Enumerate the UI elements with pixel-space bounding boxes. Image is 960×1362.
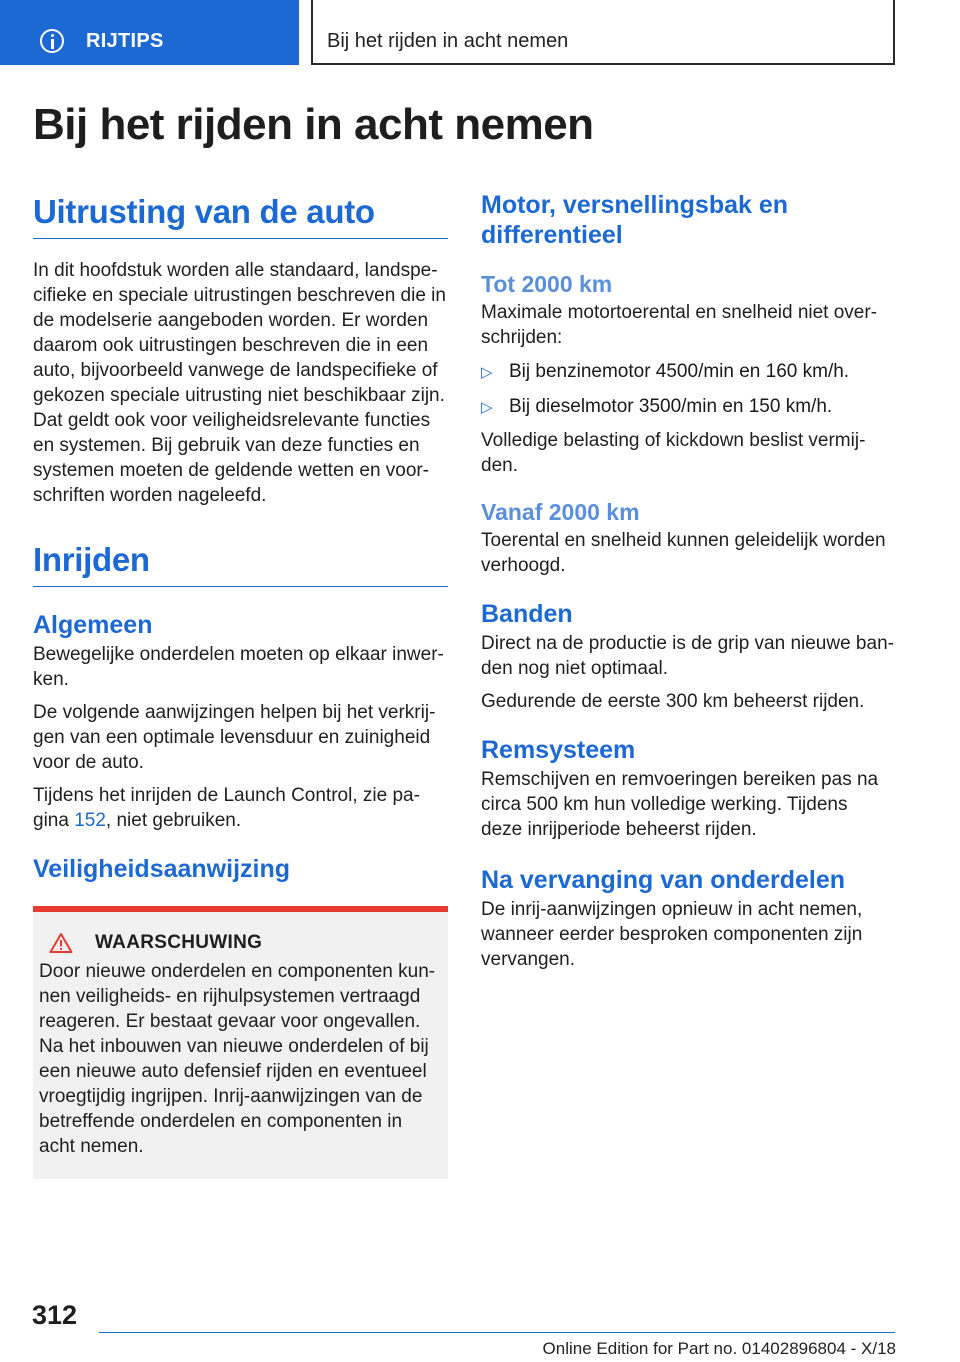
paragraph-vervanging: De inrij-aanwijzingen opnieuw in acht nemen, wanneer eerder besproken componenten zijn vervangen. — [481, 899, 863, 970]
triangle-bullet-icon: ▷ — [481, 399, 493, 416]
paragraph-algemeen-2: De volgende aanwijzingen helpen bij het verkrij- gen van een optimale levensduur en zuinigheid voor de auto. — [33, 702, 436, 773]
paragraph-vanaf-2000: Toerental en snelheid kunnen geleidelijk worden verhoogd. — [481, 530, 886, 576]
heading-vervanging: Na vervanging van onderdelen — [481, 866, 845, 894]
section-tab[interactable] — [0, 0, 299, 65]
list-item-text: Bij benzinemotor 4500/min en 160 km/h. — [509, 361, 850, 382]
page-number: 312 — [32, 1300, 78, 1330]
left-column — [33, 192, 448, 1179]
warning-title: WAARSCHUWING — [95, 932, 263, 953]
footer-edition: Online Edition for Part no. 01402896804 - X/18 — [542, 1339, 896, 1358]
list-item — [481, 394, 895, 420]
warning-header — [49, 932, 440, 954]
info-icon — [40, 29, 64, 53]
heading-uitrusting: Uitrusting van de auto — [33, 192, 448, 239]
page-title: Bij het rijden in acht nemen — [33, 100, 594, 149]
footer-divider — [99, 1332, 895, 1333]
breadcrumb-text: Bij het rijden in acht nemen — [327, 30, 569, 52]
list-item — [481, 359, 895, 385]
breadcrumb — [311, 0, 895, 65]
page-link-152[interactable]: 152 — [74, 810, 106, 831]
paragraph-kickdown: Volledige belasting of kickdown beslist vermij- den. — [481, 430, 866, 476]
paragraph-tot-2000: Maximale motortoerental en snelheid niet over- schrijden: — [481, 302, 878, 348]
right-column — [481, 190, 895, 972]
paragraph-text: , niet gebruiken. — [105, 810, 242, 831]
warning-text: Door nieuwe onderdelen en componenten kun- nen veiligheids- en rijhulpsystemen vertraagd reageren. Er bestaat gevaar voor ongevallen. Na het inbouwen van nieuwe onderdelen of bij een nieuwe auto defensief rijden en eventueel vroegtijdig ingrijpen. Inrij-aanwijzingen van de betreffende onderdelen en componenten in acht nemen. — [39, 961, 436, 1157]
section-label: RIJTIPS — [86, 30, 164, 52]
warning-box — [33, 906, 448, 1179]
paragraph-uitrusting: In dit hoofdstuk worden alle standaard, landspe- cifieke en speciale uitrustingen beschreven die in de modelserie aangeboden worden. Er worden daarom ook uitrustingen beschreven die in een auto, bijvoorbeeld vanwege de landspecifieke of gekozen speciale uitrusting niet beschikbaar zijn. Dat geldt ook voor veiligheidsrelevante functies en systemen. Bij gebruik van deze functies en systemen moeten de geldende wetten en voor- schriften worden nageleefd. — [33, 260, 446, 506]
heading-algemeen: Algemeen — [33, 611, 153, 639]
triangle-bullet-icon: ▷ — [481, 364, 493, 381]
paragraph-remsysteem: Remschijven en remvoeringen bereiken pas na circa 500 km hun volledige werking. Tijdens deze inrijperiode beheerst rijden. — [481, 769, 879, 840]
page-header — [0, 0, 960, 66]
paragraph-banden-2: Gedurende de eerste 300 km beheerst rijden. — [481, 691, 865, 712]
heading-veiligheid: Veiligheidsaanwijzing — [33, 855, 291, 883]
paragraph-text: Tijdens het inrijden de Launch Control, zie pa- gina — [33, 785, 420, 831]
list-item-text: Bij dieselmotor 3500/min en 150 km/h. — [509, 396, 833, 417]
heading-inrijden: Inrijden — [33, 540, 448, 587]
paragraph-algemeen-1: Bewegelijke onderdelen moeten op elkaar inwer- ken. — [33, 644, 444, 690]
heading-remsysteem: Remsysteem — [481, 736, 636, 764]
heading-tot-2000-km: Tot 2000 km — [481, 271, 613, 297]
warning-triangle-icon — [49, 932, 73, 954]
heading-banden: Banden — [481, 600, 573, 628]
paragraph-banden-1: Direct na de productie is de grip van nieuwe ban- den nog niet optimaal. — [481, 633, 894, 679]
heading-motor: Motor, versnellingsbak en differentieel — [481, 191, 789, 249]
heading-vanaf-2000-km: Vanaf 2000 km — [481, 499, 640, 525]
paragraph-algemeen-3 — [33, 783, 448, 833]
